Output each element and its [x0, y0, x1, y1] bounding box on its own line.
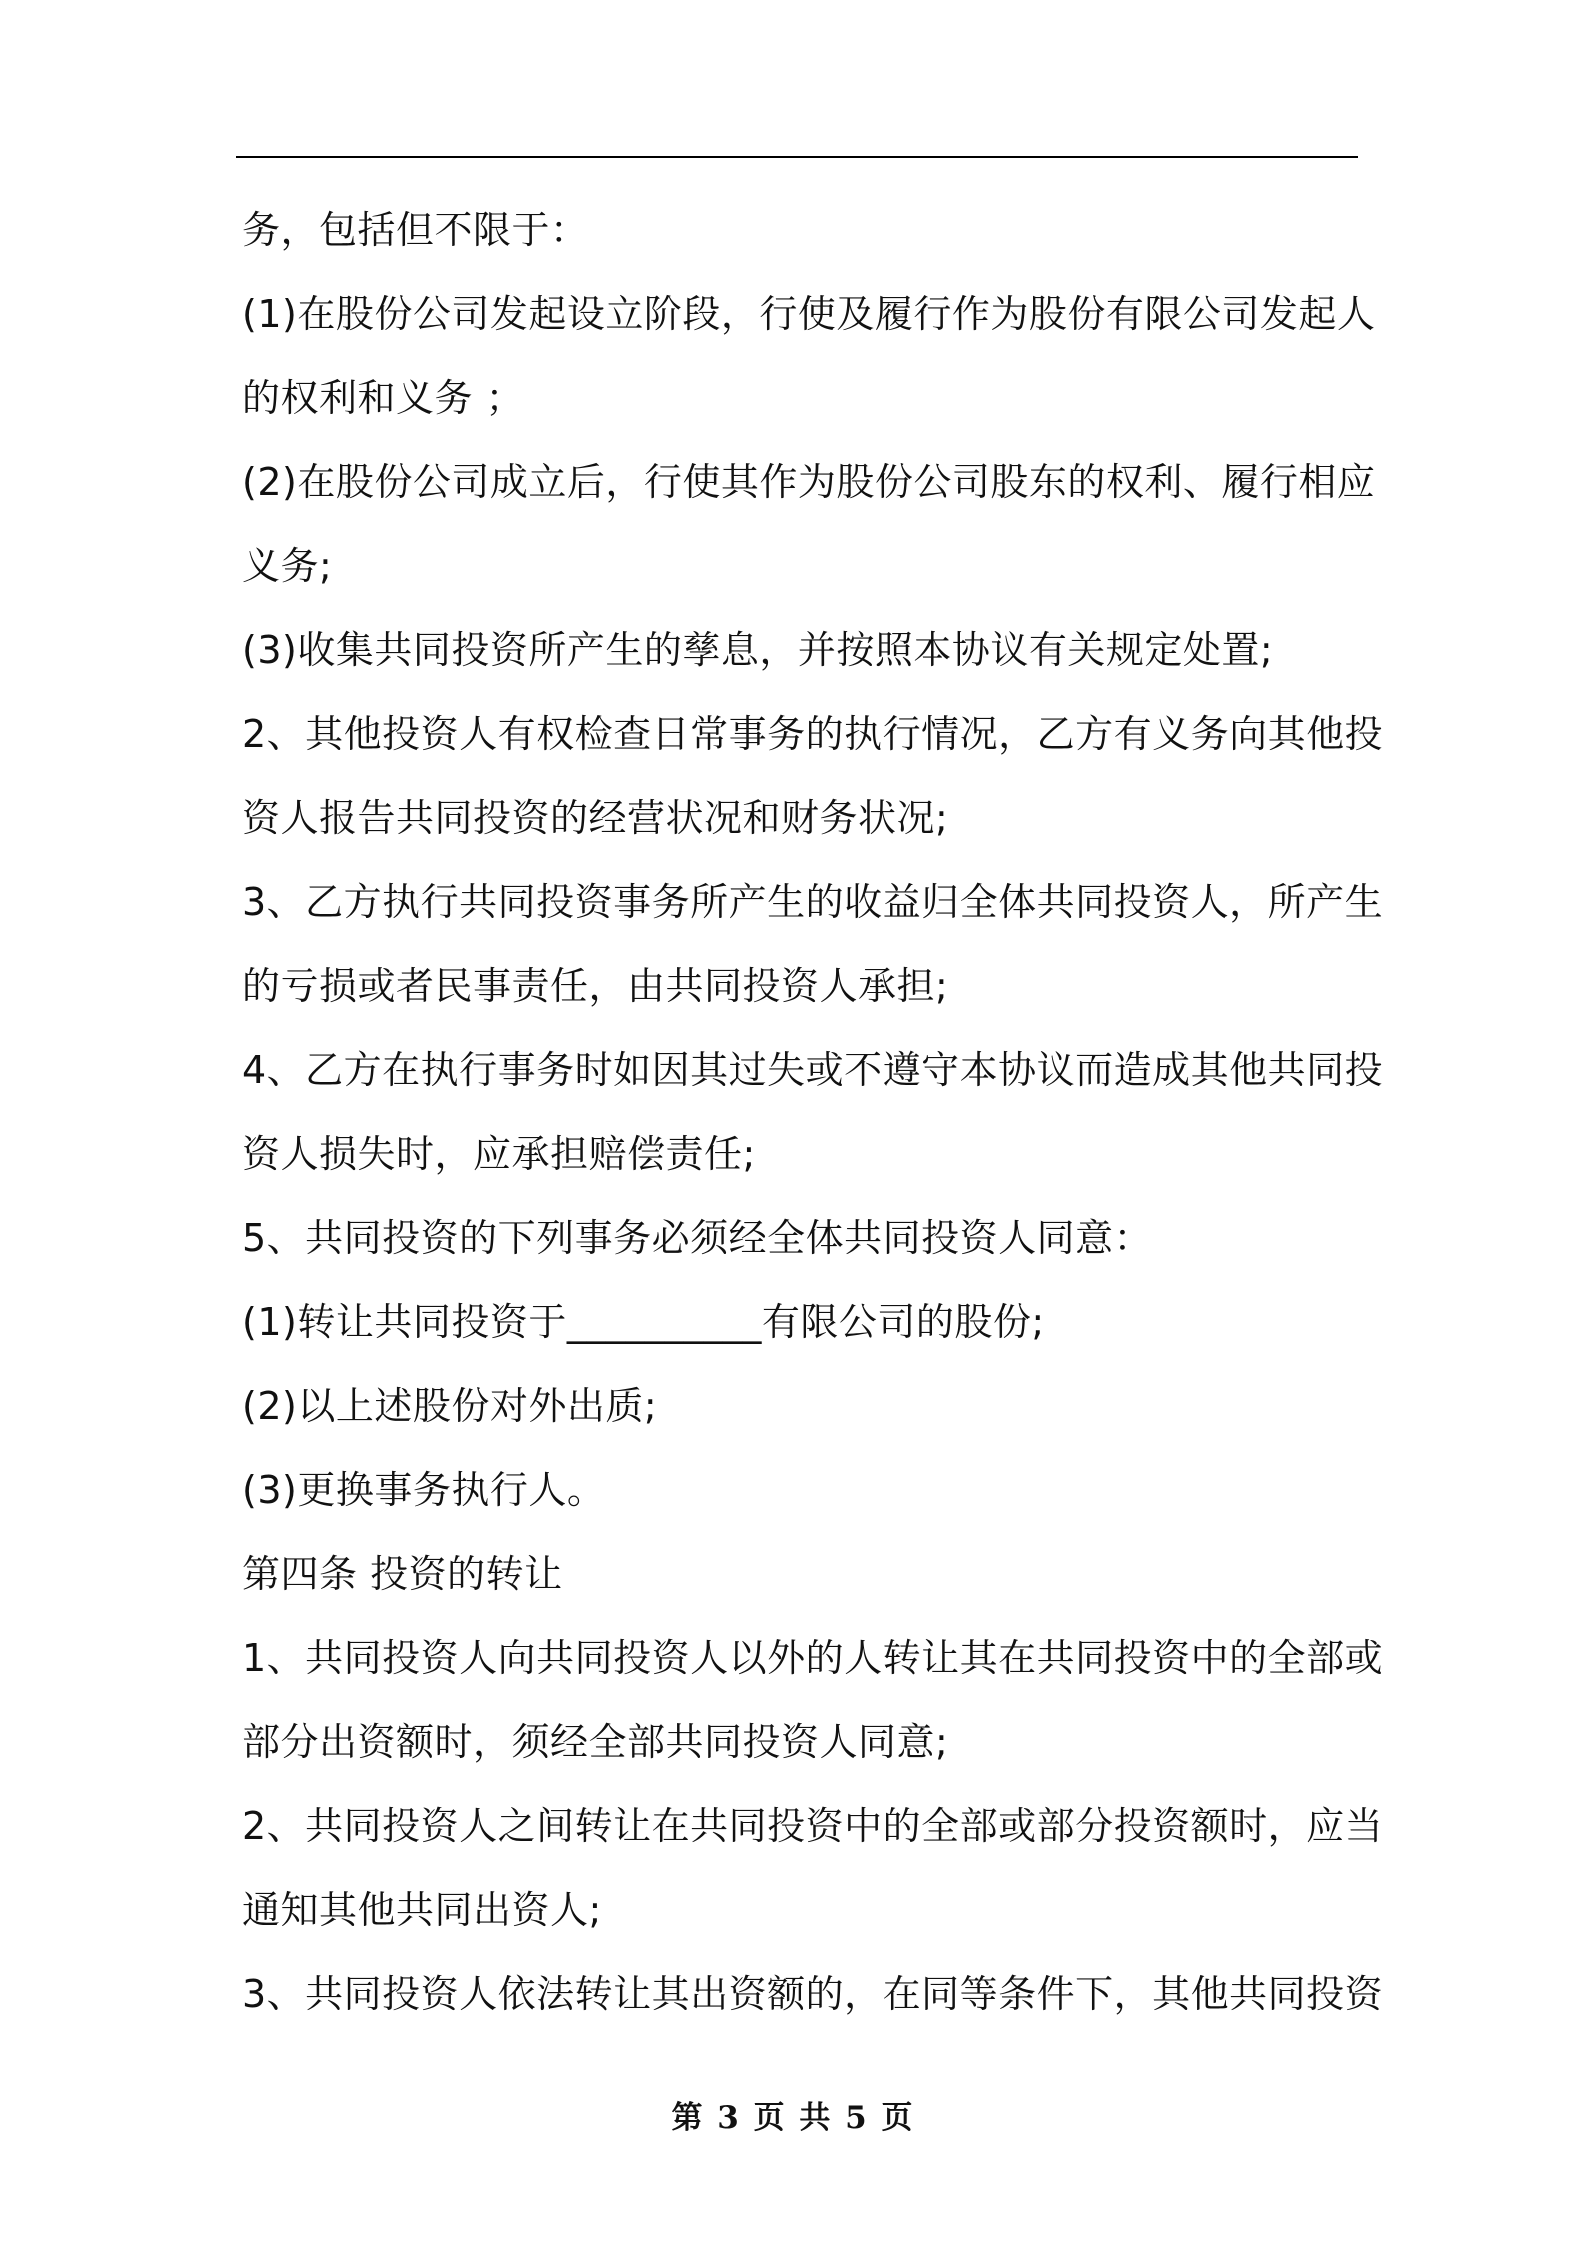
section-heading: 第四条 投资的转让: [242, 1552, 563, 1596]
text-line: (1)转让共同投资于__________有限公司的股份;: [242, 1300, 1045, 1344]
text-line: 部分出资额时，须经全部共同投资人同意;: [242, 1720, 949, 1764]
text-line: 通知其他共同出资人;: [242, 1888, 602, 1932]
document-body: [242, 188, 1384, 2036]
text-line: 2、其他投资人有权检查日常事务的执行情况，乙方有义务向其他投: [242, 712, 1384, 756]
text-line: 1、共同投资人向共同投资人以外的人转让其在共同投资中的全部或: [242, 1636, 1384, 1680]
text-line: 3、乙方执行共同投资事务所产生的收益归全体共同投资人，所产生: [242, 880, 1384, 924]
page-number-footer: 第 3 页 共 5 页: [671, 2100, 915, 2136]
text-line: 的权利和义务 ；: [242, 376, 525, 420]
text-line: 的亏损或者民事责任，由共同投资人承担;: [242, 964, 949, 1008]
text-line: (3)更换事务执行人。: [242, 1468, 606, 1512]
text-line: (1)在股份公司发起设立阶段，行使及履行作为股份有限公司发起人: [242, 292, 1376, 336]
text-line: (2)在股份公司成立后，行使其作为股份公司股东的权利、履行相应: [242, 460, 1376, 504]
text-line: 4、乙方在执行事务时如因其过失或不遵守本协议而造成其他共同投: [242, 1048, 1384, 1092]
text-line: (2)以上述股份对外出质;: [242, 1384, 658, 1428]
text-line: 资人报告共同投资的经营状况和财务状况;: [242, 796, 949, 840]
text-line: 务，包括但不限于：: [242, 208, 589, 252]
text-line: 义务;: [242, 544, 333, 588]
header-rule: [236, 156, 1358, 158]
text-line: 2、共同投资人之间转让在共同投资中的全部或部分投资额时，应当: [242, 1804, 1384, 1848]
text-line: 资人损失时，应承担赔偿责任;: [242, 1132, 756, 1176]
text-line: 5、共同投资的下列事务必须经全体共同投资人同意：: [242, 1216, 1153, 1260]
text-line: 3、共同投资人依法转让其出资额的，在同等条件下，其他共同投资: [242, 1972, 1384, 2016]
text-line: (3)收集共同投资所产生的孳息，并按照本协议有关规定处置;: [242, 628, 1274, 672]
